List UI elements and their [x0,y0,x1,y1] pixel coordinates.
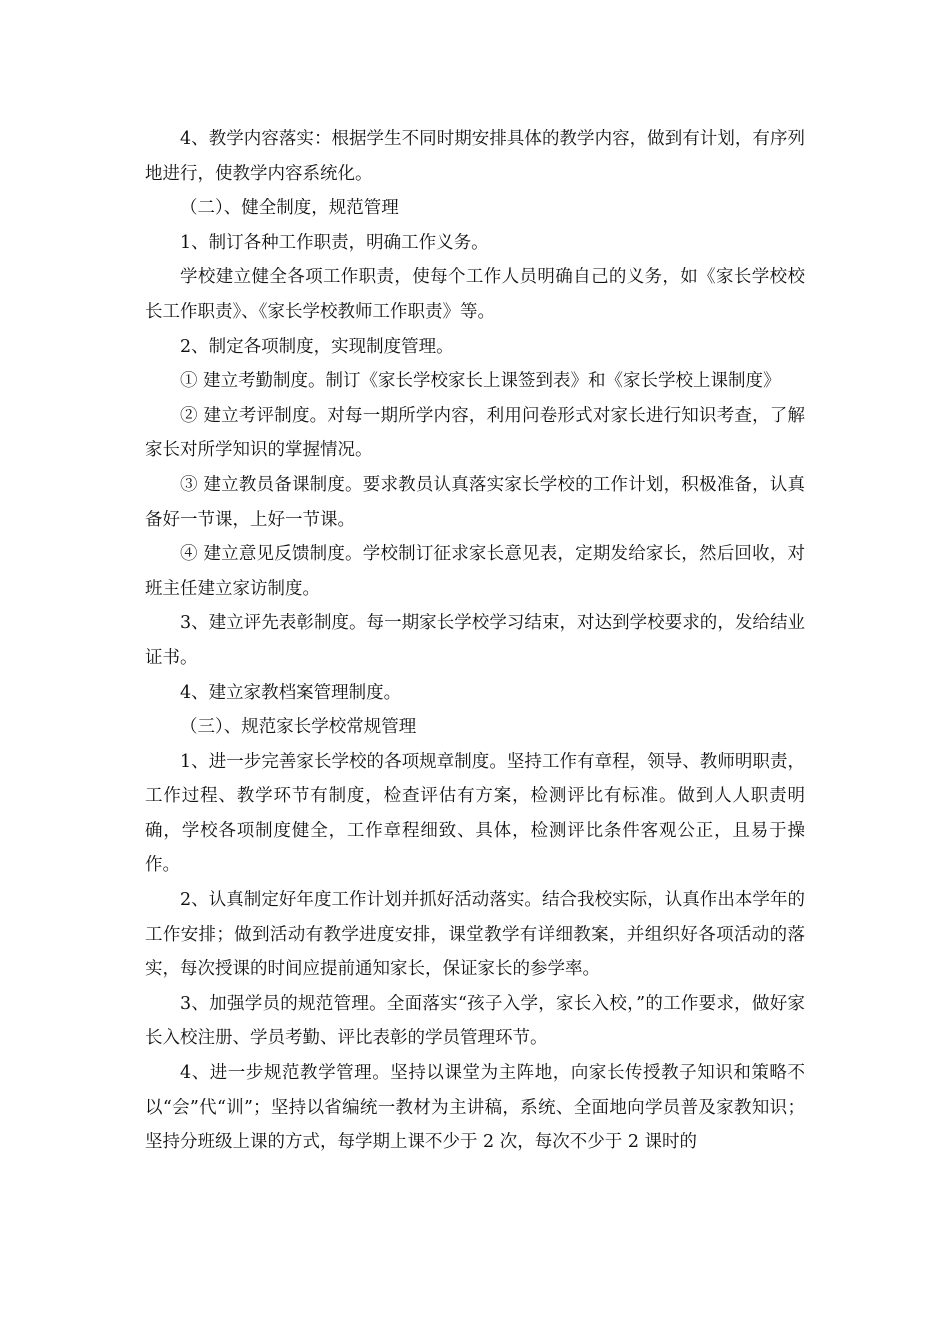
paragraph-teaching-management: 4、进一步规范教学管理。坚持以课堂为主阵地，向家长传授教子知识和策略不以“会”代“训”；坚持以省编统一教材为主讲稿，系统、全面地向学员普及家教知识；坚持分班级上课的方式，每学期上课不少于 2 次，每次不少于 2 课时的 [145,1063,805,1153]
paragraph-teaching-content: 4、教学内容落实：根据学生不同时期安排具体的教学内容，做到有计划，有序列地进行，使教学内容系统化。 [145,129,805,184]
paragraph-rules: 2、制定各项制度，实现制度管理。 [180,336,454,357]
paragraph-lesson-prep-rule: ③ 建立教员备课制度。要求教员认真落实家长学校的工作计划，积极准备，认真备好一节课，上好一节课。 [145,474,805,530]
paragraph-feedback-rule: ④ 建立意见反馈制度。学校制订征求家长意见表，定期发给家长，然后回收，对班主任建立家访制度。 [145,544,805,599]
paragraph-duties-detail: 学校建立健全各项工作职责，使每个工作人员明确自己的义务，如《家长学校校长工作职责》、《家长学校教师工作职责》等。 [145,267,805,322]
paragraph-student-management: 3、加强学员的规范管理。全面落实“孩子入学，家长入校，”的工作要求，做好家长入校注册、学员考勤、评比表彰的学员管理环节。 [145,993,805,1049]
paragraph-archive-rule: 4、建立家教档案管理制度。 [180,682,402,703]
paragraph-commendation-rule: 3、建立评先表彰制度。每一期家长学校学习结束，对达到学校要求的，发给结业证书。 [145,613,805,668]
section-heading-2: （二）、健全制度，规范管理 [180,198,399,219]
section-heading-3: （三）、规范家长学校常规管理 [180,717,417,738]
paragraph-regulations: 1、进一步完善家长学校的各项规章制度。坚持工作有章程，领导、教师明职责，工作过程、教学环节有制度，检查评估有方案，检测评比有标准。做到人人职责明确，学校各项制度健全，工作章程细致、具体，检测评比条件客观公正，且易于操作。 [145,751,805,876]
paragraph-job-duties: 1、制订各种工作职责，明确工作义务。 [180,232,489,253]
paragraph-assessment-rule: ② 建立考评制度。对每一期所学内容，利用问卷形式对家长进行知识考查，了解家长对所学知识的掌握情况。 [145,405,805,461]
paragraph-attendance-rule: ① 建立考勤制度。制订《家长学校家长上课签到表》和《家长学校上课制度》 [180,371,781,392]
document-body [145,122,805,1160]
paragraph-annual-plan: 2、认真制定好年度工作计划并抓好活动落实。结合我校实际，认真作出本学年的工作安排；做到活动有教学进度安排，课堂教学有详细教案，并组织好各项活动的落实，每次授课的时间应提前通知家长，保证家长的参学率。 [145,890,805,980]
